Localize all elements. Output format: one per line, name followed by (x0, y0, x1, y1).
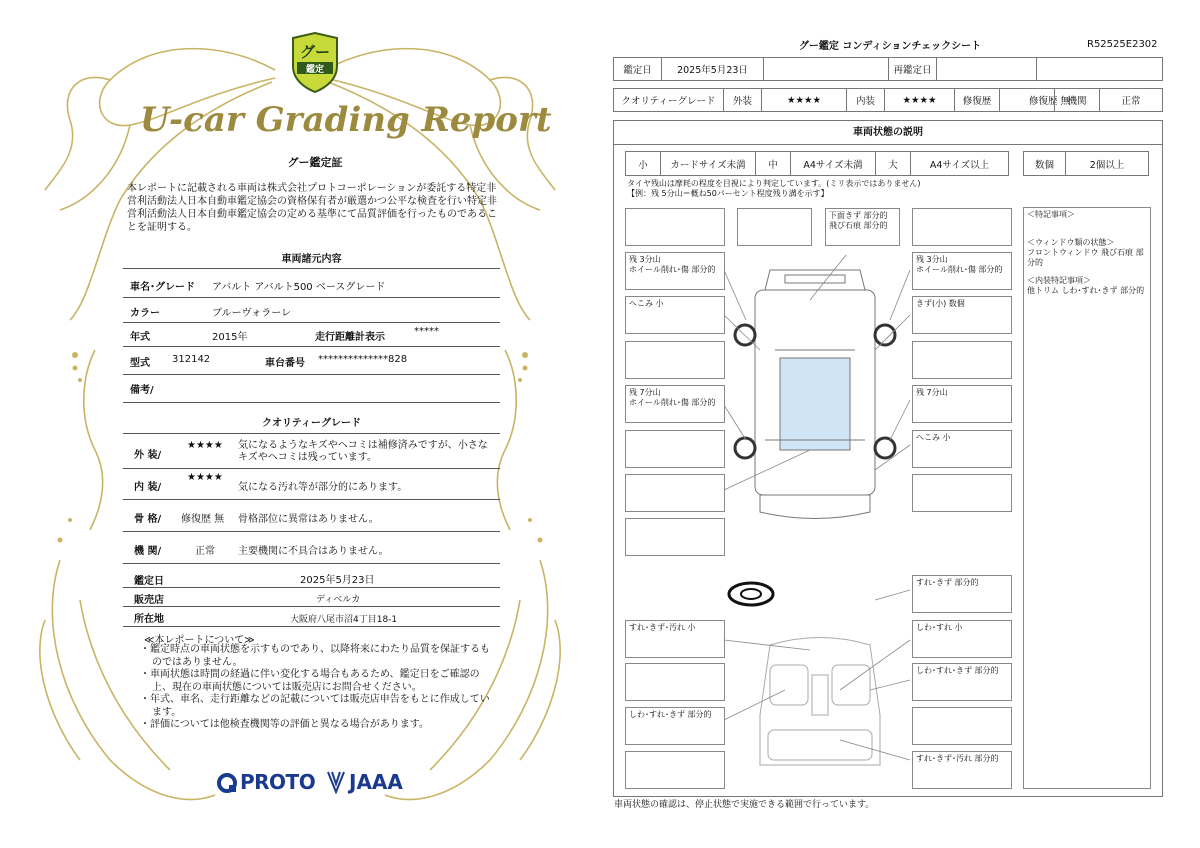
year-label: 年式 (130, 332, 150, 343)
frame-text: 骨格部位に異常はありません。 (238, 514, 379, 525)
count-value: 2個以上 (1089, 159, 1125, 171)
divider (123, 587, 500, 588)
notes-title: ≪本レポートについて≫ (144, 635, 255, 646)
proto-logo-icon (216, 772, 238, 794)
interior-notes-text: 他トリム しわ･すれ･きず 部分的 (1027, 286, 1145, 295)
divider (123, 531, 500, 532)
quality-label: クオリティーグレード (614, 89, 724, 111)
divider (123, 297, 500, 298)
badge-top-text: グー (299, 43, 331, 61)
damage-text: きず(小) 数個 (916, 299, 965, 308)
damage-box-int-left-1 (625, 620, 725, 658)
cert-title: グー鑑定証 (287, 156, 343, 169)
divider (123, 433, 500, 434)
int-stars: ★★★★ (885, 89, 955, 111)
damage-box-int-right-2 (912, 663, 1012, 701)
tire-note-line-2: 【例：残 5分山＝概ね50パーセント程度残り溝を示す】 (627, 189, 829, 198)
ext-label: 外装 (724, 89, 762, 111)
damage-box-int-right-4 (912, 751, 1012, 789)
damage-box-left-tire-front (625, 252, 725, 290)
damage-box-int-right-1 (912, 620, 1012, 658)
damage-text: へこみ 小 (629, 299, 664, 308)
mileage-label: 走行距離計表示 (315, 332, 385, 343)
quality-section-title: クオリティーグレード (262, 418, 361, 429)
damage-box-right-dent (912, 430, 1012, 468)
note-item: ・鑑定時点の車両状態を示すものであり、以降将来にわたり品質を保証するものではありません。 (140, 644, 490, 668)
damage-box-left-tire-rear (625, 385, 725, 423)
script-title: U-car Grading Report (140, 100, 552, 140)
dealer-value: ディベルカ (316, 595, 361, 605)
divider (123, 268, 500, 269)
appraisal-date-value: 2025年5月23日 (300, 575, 375, 586)
divider (123, 606, 500, 607)
year-value: 2015年 (212, 332, 248, 343)
model-value: 312142 (172, 354, 211, 365)
damage-box (625, 341, 725, 379)
window-text: フロントウィンドウ 飛び石痕 部分的 (1027, 248, 1144, 267)
sheet-code: R52525E2302 (1087, 39, 1158, 50)
proto-logo-text: PROTO (240, 770, 316, 794)
repair-value: 修復歴 無 (1000, 89, 1100, 111)
damage-text: しわ･すれ･きず 部分的 (629, 710, 712, 719)
damage-box-steering (912, 575, 1012, 613)
chassis-label: 車台番号 (265, 358, 305, 369)
dealer-label: 販売店 (134, 595, 164, 606)
damage-text: 残 7分山 (916, 388, 948, 397)
cert-text: 本レポートに記載される車両は株式会社プロトコーポレーションが委託する特定非営利活動法人日本自動車鑑定協会の資格保有者が厳選かつ公平な検査を行い特定非営利活動法人日本自動車鑑定協会の定める基準にて品質評価を行ったものであることを証明する。 (127, 183, 497, 233)
spec-section-title: 車両諸元内容 (281, 254, 342, 265)
damage-text: 下面きず 部分的 飛び石痕 部分的 (829, 211, 888, 230)
date-value: 2025年5月23日 (662, 58, 764, 80)
engine-text: 主要機関に不具合はありません。 (238, 546, 389, 557)
divider (123, 499, 500, 500)
frame-label: 骨 格/ (134, 514, 162, 525)
damage-box-underside (825, 208, 900, 246)
size-medium-desc: A4サイズ未満 (791, 152, 876, 175)
exterior-stars: ★★★★ (187, 440, 223, 451)
interior-stars: ★★★★ (187, 472, 223, 483)
damage-box (912, 341, 1012, 379)
engine-value: 正常 (195, 546, 215, 557)
divider (123, 346, 500, 347)
engine-label: 機 関/ (134, 546, 162, 557)
chassis-value: **************828 (318, 354, 408, 365)
damage-text: しわ･すれ 小 (916, 623, 963, 632)
frame-value: 修復歴 無 (181, 514, 225, 525)
name-value: アバルト アバルト500 ベースグレード (212, 282, 386, 293)
badge-bottom-text: 鑑定 (305, 65, 325, 75)
damage-box (912, 707, 1012, 745)
damage-box-left-dent (625, 296, 725, 334)
date-label: 鑑定日 (614, 58, 662, 80)
damage-box (912, 474, 1012, 512)
int-label: 内装 (847, 89, 885, 111)
size-medium: 中 (756, 152, 791, 175)
damage-box-right-scratch (912, 296, 1012, 334)
size-large-desc: A4サイズ以上 (929, 159, 990, 171)
damage-text: へこみ 小 (916, 433, 951, 442)
condition-check-sheet (600, 0, 1200, 848)
window-title: ＜ウィンドウ類の状態＞ (1027, 238, 1115, 247)
redate-label: 再鑑定日 (889, 58, 937, 80)
damage-box-right-tire-rear (912, 385, 1012, 423)
interior-text: 気になる汚れ等が部分的にあります。 (238, 482, 408, 493)
notes-list (140, 644, 490, 732)
damage-box (625, 751, 725, 789)
damage-box (625, 430, 725, 468)
damage-box (625, 663, 725, 701)
damage-text: しわ･すれ･きず 部分的 (916, 666, 999, 675)
damage-box (912, 208, 1012, 246)
mileage-value: ***** (414, 326, 439, 337)
damage-box (625, 208, 725, 246)
damage-text: すれ･きず 部分的 (916, 578, 979, 587)
goo-kantei-badge-icon (287, 32, 343, 94)
appraisal-date-label: 鑑定日 (134, 576, 164, 587)
damage-box (625, 518, 725, 556)
jaaa-logo-icon (326, 770, 346, 794)
size-small: 小 (626, 152, 661, 175)
color-value: ブルーヴォラーレ (212, 308, 291, 319)
divider (123, 468, 500, 469)
color-label: カラー (130, 308, 160, 319)
count-label: 数個 (1024, 152, 1066, 175)
special-notes-box (1023, 207, 1151, 789)
note-item: ・評価については他検査機関等の評価と異なる場合があります。 (140, 719, 429, 730)
size-large: 大 (876, 152, 911, 175)
divider (123, 626, 500, 627)
divider (123, 563, 500, 564)
repair-label: 修復歴 (955, 89, 1000, 111)
exterior-text: 気になるようなキズやヘコミは補修済みですが、小さなキズやヘコミは残っています。 (238, 440, 488, 463)
damage-text: 残 3分山 ホイール削れ･傷 部分的 (629, 255, 716, 274)
panel-title: 車両状態の説明 (614, 121, 1162, 145)
name-label: 車名･グレード (130, 282, 195, 293)
remarks-label: 備考/ (130, 385, 154, 396)
footer-note: 車両状態の確認は、停止状態で実施できる範囲で行っています。 (614, 800, 875, 810)
location-value: 大阪府八尾市沼4丁目18-1 (290, 615, 398, 625)
divider (123, 322, 500, 323)
jaaa-logo-text: JAAA (349, 770, 403, 794)
damage-box-int-left-3 (625, 707, 725, 745)
exterior-label: 外 装/ (134, 450, 162, 461)
tire-note-line-1: タイヤ残山は摩耗の程度を目視により判定しています。(ミリ表示ではありません) (627, 179, 921, 188)
divider (123, 374, 500, 375)
interior-notes-title: ＜内装特記事項＞ (1027, 276, 1091, 285)
damage-text: 残 3分山 ホイール削れ･傷 部分的 (916, 255, 1003, 274)
special-title: ＜特記事項＞ (1027, 210, 1075, 219)
interior-label: 内 装/ (134, 482, 162, 493)
damage-box-right-tire-front (912, 252, 1012, 290)
damage-text: 残 7分山 ホイール削れ･傷 部分的 (629, 388, 716, 407)
note-item: ・車両状態は時間の経過に伴い変化する場合もあるため、鑑定日をご確認の上、現在の車両状態については販売店にお問合せください。 (140, 669, 480, 693)
damage-text: すれ･きず･汚れ 小 (629, 623, 696, 632)
location-label: 所在地 (134, 614, 164, 625)
note-item: ・年式、車名、走行距離などの記載については販売店申告をもとに作成しています。 (140, 694, 490, 718)
damage-text: すれ･きず･汚れ 部分的 (916, 754, 999, 763)
divider (123, 402, 500, 403)
engine-label: 機関 (1054, 89, 1100, 111)
sheet-title: グー鑑定 コンディションチェックシート (798, 41, 982, 52)
damage-box (737, 208, 812, 246)
ext-stars: ★★★★ (762, 89, 847, 111)
model-label: 型式 (130, 358, 150, 369)
damage-box (625, 474, 725, 512)
engine-value: 正常 (1121, 96, 1141, 107)
size-small-desc: カードサイズ未満 (661, 152, 756, 175)
